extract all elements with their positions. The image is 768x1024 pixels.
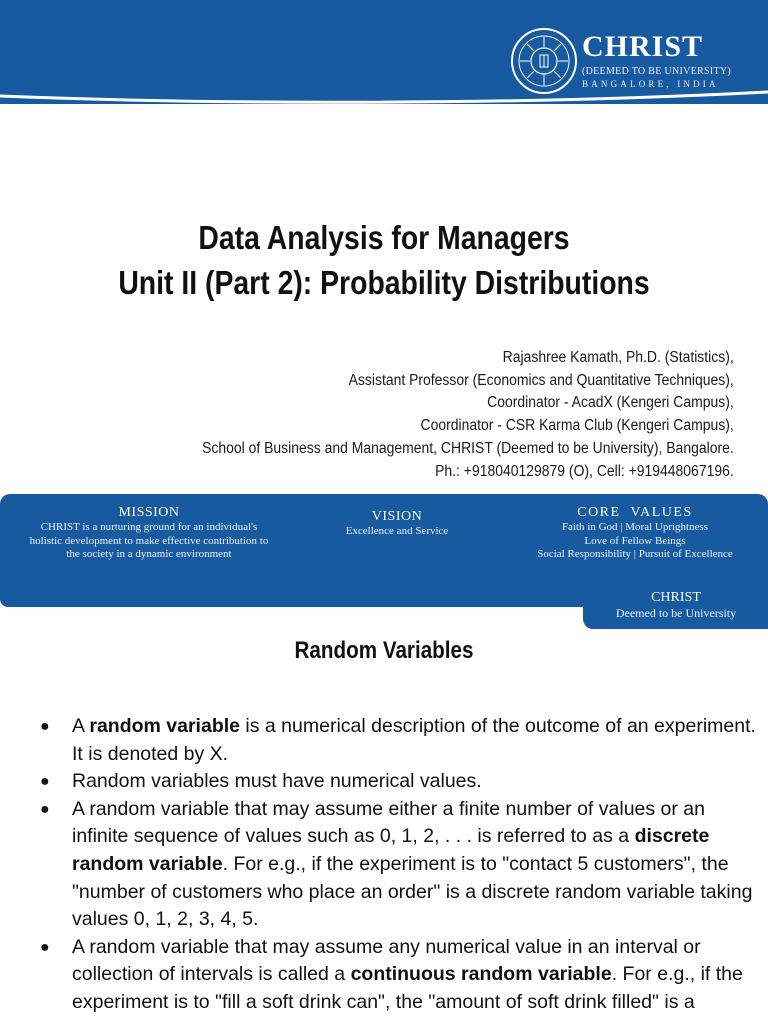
mission-line: holistic development to make effective contribution to <box>29 534 269 547</box>
vision-text: Excellence and Service <box>345 525 449 537</box>
author-line: Coordinator - CSR Karma Club (Kengeri Campus), <box>420 417 734 435</box>
mission-block <box>4 505 294 562</box>
university-seal-icon <box>510 27 578 95</box>
slide-title-line-2: Unit II (Part 2): Probability Distributions <box>118 264 650 301</box>
vision-block <box>322 509 472 539</box>
bullet-list <box>36 713 756 1017</box>
core-values-heading: CORE VALUES <box>577 505 693 520</box>
bullet-text: . For e.g., if the experiment is to "fill a soft drink can", the "amount of soft drink filled" is a <box>72 963 743 1013</box>
badge-subtitle: Deemed to be University <box>615 606 737 620</box>
section-title: Random Variables <box>294 637 474 664</box>
author-line: Assistant Professor (Economics and Quantitative Techniques), <box>348 371 734 389</box>
core-values-block <box>512 505 758 562</box>
bullet-bold-term: discrete random variable <box>72 825 710 875</box>
author-line: Coordinator - AcadX (Kengeri Campus), <box>487 394 734 412</box>
brand-subtitle: (DEEMED TO BE UNIVERSITY) <box>582 66 732 77</box>
core-values-line: Faith in God | Moral Uprightness <box>561 521 709 533</box>
slide-title-line-1: Data Analysis for Managers <box>198 219 570 256</box>
bullet-icon: ● <box>40 938 50 956</box>
bullet-icon: ● <box>40 800 50 818</box>
mission-line: CHRIST is a nurturing ground for an individual's <box>40 521 258 533</box>
author-info <box>202 347 734 483</box>
badge-name: CHRIST <box>651 590 701 605</box>
author-line: Rajashree Kamath, Ph.D. (Statistics), <box>502 349 734 366</box>
core-values-line: Social Responsibility | Pursuit of Excellence <box>537 548 733 560</box>
list-item <box>36 796 756 934</box>
mission-heading: MISSION <box>118 505 180 520</box>
university-badge <box>590 589 762 621</box>
mission-line: the society in a dynamic environment <box>66 548 232 560</box>
author-line: School of Business and Management, CHRIST (Deemed to be University), Bangalore. <box>202 439 734 457</box>
vision-heading: VISION <box>371 509 423 524</box>
bullet-text: . For e.g., if the experiment is to "contact 5 customers", the "number of customers who place an order" is a discrete random variable taking values 0, 1, 2, 3, 4, 5. <box>72 852 753 931</box>
bullet-bold-term: random variable <box>89 715 240 737</box>
bullet-text: A random variable that may assume either a finite number of values or an infinite sequence of values such as 0, 1, 2, . . . is referred to as a <box>72 797 705 848</box>
author-line: Ph.: +918040129879 (O), Cell: +919448067196. <box>435 462 734 480</box>
bullet-text: Random variables must have numerical values. <box>72 770 482 793</box>
list-item <box>36 768 756 796</box>
brand-city: BANGALORE, INDIA <box>582 79 719 89</box>
bullet-text: A random variable that may assume any numerical value in an interval or collection of intervals is called a <box>72 935 701 986</box>
list-item <box>36 934 756 1017</box>
brand-name: CHRIST <box>582 30 704 63</box>
list-item <box>36 713 756 768</box>
bullet-text: is a numerical description of the outcome of an experiment. It is denoted by X. <box>72 715 756 765</box>
core-values-line: Love of Fellow Beings <box>584 534 686 547</box>
bullet-icon: ● <box>40 773 50 791</box>
header-wave-divider <box>0 86 768 116</box>
bullet-icon: ● <box>40 718 50 735</box>
bullet-bold-term: continuous random variable <box>350 963 612 986</box>
bullet-text: A <box>72 715 90 737</box>
